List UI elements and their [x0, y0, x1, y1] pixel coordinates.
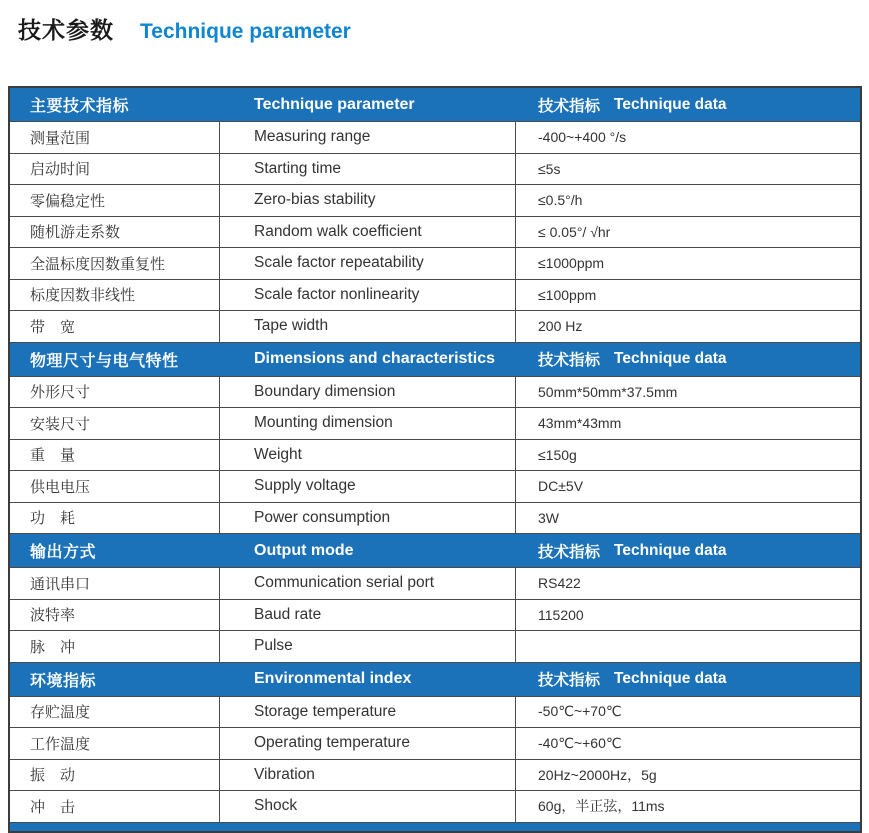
param-name-en-cell: [220, 791, 516, 822]
param-name-zh: 工作温度: [30, 735, 91, 753]
param-name-zh: 外形尺寸: [30, 384, 91, 402]
param-name-zh: 振 动: [30, 767, 76, 785]
param-value: -50℃~+70℃: [538, 703, 622, 720]
param-name-zh: 随机游走系数: [30, 224, 121, 242]
param-value: 115200: [538, 606, 584, 623]
param-name-zh-cell: [10, 408, 220, 439]
param-name-en-cell: [220, 631, 516, 662]
param-value-cell: [516, 311, 860, 342]
param-name-en: Scale factor repeatability: [254, 254, 424, 272]
param-name-en: Communication serial port: [254, 574, 435, 592]
param-value: 20Hz~2000Hz，5g: [538, 766, 657, 783]
param-name-zh: 带 宽: [30, 318, 76, 336]
param-name-en-cell: [220, 122, 516, 153]
param-value: ≤ 0.05°/ √hr: [538, 223, 611, 240]
technique-data-header-zh: 技术指标: [538, 543, 601, 561]
param-name-en-cell: [220, 311, 516, 342]
param-value: ≤5s: [538, 160, 561, 177]
param-value-cell: [516, 600, 860, 631]
param-name-zh-cell: [10, 311, 220, 342]
param-value-cell: [516, 503, 860, 534]
page-title-en: Technique parameter: [140, 20, 351, 43]
section-header-row: [10, 88, 860, 122]
section-title-zh: 物理尺寸与电气特性: [30, 352, 179, 370]
param-name-zh-cell: [10, 503, 220, 534]
table-row: [10, 122, 860, 154]
section-title-zh: 输出方式: [30, 544, 97, 561]
section-title-zh: 主要技术指标: [30, 98, 130, 115]
param-value-cell: [516, 154, 860, 185]
technique-data-header-zh: 技术指标: [538, 672, 601, 689]
param-name-zh: 脉 冲: [30, 638, 76, 656]
param-value-cell: [516, 185, 860, 216]
section-title-en: Dimensions and characteristics: [254, 350, 495, 367]
param-name-zh-cell: [10, 471, 220, 502]
param-name-en: Starting time: [254, 159, 342, 177]
table-row: [10, 760, 860, 792]
param-name-zh-cell: [10, 760, 220, 791]
param-value-cell: [516, 568, 860, 599]
param-name-zh: 安装尺寸: [30, 415, 91, 433]
table-row: [10, 311, 860, 343]
parameter-table: [8, 86, 862, 833]
param-name-zh: 通讯串口: [30, 575, 91, 593]
param-name-en: Random walk coefficient: [254, 222, 422, 240]
param-name-en-cell: [220, 728, 516, 759]
table-row: [10, 728, 860, 760]
technique-data-header-cell: [516, 534, 860, 567]
table-row: [10, 217, 860, 249]
param-name-zh-cell: [10, 568, 220, 599]
param-name-en-cell: [220, 697, 516, 728]
param-name-en: Tape width: [254, 317, 329, 335]
param-name-en-cell: [220, 440, 516, 471]
param-name-en-cell: [220, 760, 516, 791]
technique-data-header-cell: [516, 343, 860, 376]
table-bottom-bar: [10, 823, 860, 831]
param-name-zh-cell: [10, 631, 220, 662]
param-name-zh: 测量范围: [30, 129, 91, 147]
param-name-zh: 供电电压: [30, 478, 91, 496]
section-header-row: [10, 534, 860, 568]
table-row: [10, 408, 860, 440]
section-title-en: Technique parameter: [254, 95, 415, 113]
param-value-cell: [516, 122, 860, 153]
param-name-en: Supply voltage: [254, 477, 356, 495]
section-title-en-cell: [220, 534, 516, 567]
param-value: ≤1000ppm: [538, 255, 605, 272]
param-name-en-cell: [220, 185, 516, 216]
param-value: DC±5V: [538, 478, 584, 495]
section-title-en: Output mode: [254, 541, 354, 559]
param-name-en: Storage temperature: [254, 702, 397, 720]
technique-data-header-zh: 技术指标: [538, 352, 601, 369]
param-value-cell: [516, 791, 860, 822]
param-name-zh: 全温标度因数重复性: [30, 255, 166, 273]
param-value: 60g，半正弦，11ms: [538, 798, 665, 815]
param-name-zh-cell: [10, 791, 220, 822]
table-row: [10, 697, 860, 729]
param-name-en: Scale factor nonlinearity: [254, 285, 420, 303]
param-name-en-cell: [220, 408, 516, 439]
param-value-cell: [516, 217, 860, 248]
table-row: [10, 248, 860, 280]
param-value-cell: [516, 408, 860, 439]
section-title-zh: 环境指标: [30, 672, 97, 690]
table-row: [10, 440, 860, 472]
param-name-en-cell: [220, 503, 516, 534]
table-row: [10, 600, 860, 632]
section-title-zh-cell: [10, 534, 220, 567]
param-name-zh-cell: [10, 600, 220, 631]
section-title-en-cell: [220, 663, 516, 696]
param-value: ≤100ppm: [538, 286, 597, 303]
param-name-zh: 存贮温度: [30, 704, 91, 722]
param-name-zh-cell: [10, 728, 220, 759]
param-value: 3W: [538, 509, 559, 526]
param-value: 50mm*50mm*37.5mm: [538, 383, 678, 400]
param-name-en: Vibration: [254, 765, 315, 783]
param-name-zh-cell: [10, 154, 220, 185]
param-value-cell: [516, 631, 860, 662]
param-name-zh-cell: [10, 122, 220, 153]
table-row: [10, 791, 860, 823]
param-name-en-cell: [220, 471, 516, 502]
param-name-en: Shock: [254, 797, 298, 815]
technique-data-header-zh: 技术指标: [538, 97, 601, 115]
param-name-zh: 零偏稳定性: [30, 192, 106, 210]
param-value-cell: [516, 697, 860, 728]
param-value-cell: [516, 377, 860, 408]
param-value-cell: [516, 248, 860, 279]
param-name-zh: 重 量: [30, 447, 76, 465]
param-name-zh-cell: [10, 248, 220, 279]
param-name-en-cell: [220, 248, 516, 279]
param-value-cell: [516, 280, 860, 311]
param-name-en-cell: [220, 377, 516, 408]
technique-data-header-en: Technique data: [614, 670, 727, 687]
param-name-en-cell: [220, 154, 516, 185]
param-name-zh-cell: [10, 377, 220, 408]
table-row: [10, 631, 860, 663]
param-name-en: Measuring range: [254, 128, 371, 146]
section-header-row: [10, 343, 860, 377]
table-row: [10, 568, 860, 600]
param-value-cell: [516, 728, 860, 759]
param-value-cell: [516, 760, 860, 791]
table-row: [10, 377, 860, 409]
param-name-en: Pulse: [254, 637, 293, 655]
param-name-en-cell: [220, 280, 516, 311]
param-value-cell: [516, 440, 860, 471]
param-value: RS422: [538, 575, 581, 592]
section-title-en: Environmental index: [254, 670, 412, 687]
table-row: [10, 503, 860, 535]
page-title: [18, 12, 351, 45]
param-name-zh: 启动时间: [30, 161, 91, 179]
technique-data-header-cell: [516, 88, 860, 121]
param-name-en-cell: [220, 568, 516, 599]
table-row: [10, 185, 860, 217]
param-value: 200 Hz: [538, 318, 583, 335]
param-value: ≤0.5°/h: [538, 192, 583, 209]
param-name-en: Baud rate: [254, 605, 322, 623]
technique-data-header-cell: [516, 663, 860, 696]
param-name-en: Weight: [254, 445, 302, 463]
param-name-zh: 冲 击: [30, 798, 76, 816]
param-name-zh: 波特率: [30, 607, 76, 625]
param-name-en: Zero-bias stability: [254, 191, 376, 209]
param-value: 43mm*43mm: [538, 415, 622, 432]
section-header-row: [10, 663, 860, 697]
param-name-zh-cell: [10, 280, 220, 311]
table-row: [10, 280, 860, 312]
param-name-zh-cell: [10, 185, 220, 216]
param-name-zh-cell: [10, 440, 220, 471]
section-title-en-cell: [220, 343, 516, 376]
param-name-zh: 标度因数非线性: [30, 287, 136, 305]
param-name-en: Power consumption: [254, 508, 391, 526]
param-value: ≤150g: [538, 446, 577, 463]
param-name-en-cell: [220, 600, 516, 631]
section-title-zh-cell: [10, 343, 220, 376]
param-name-zh-cell: [10, 217, 220, 248]
param-name-en: Boundary dimension: [254, 382, 396, 400]
param-name-zh-cell: [10, 697, 220, 728]
technique-data-header-en: Technique data: [614, 541, 727, 559]
param-value-cell: [516, 471, 860, 502]
param-value: -400~+400 °/s: [538, 129, 627, 146]
section-title-zh-cell: [10, 663, 220, 696]
param-name-en: Operating temperature: [254, 734, 410, 752]
technique-data-header-en: Technique data: [614, 95, 727, 113]
table-row: [10, 471, 860, 503]
table-row: [10, 154, 860, 186]
section-title-zh-cell: [10, 88, 220, 121]
page-title-zh: 技术参数: [18, 17, 114, 43]
param-name-zh: 功 耗: [30, 510, 76, 528]
section-title-en-cell: [220, 88, 516, 121]
param-name-en: Mounting dimension: [254, 414, 393, 432]
param-name-en-cell: [220, 217, 516, 248]
param-value: -40℃~+60℃: [538, 734, 622, 751]
technique-data-header-en: Technique data: [614, 350, 727, 367]
